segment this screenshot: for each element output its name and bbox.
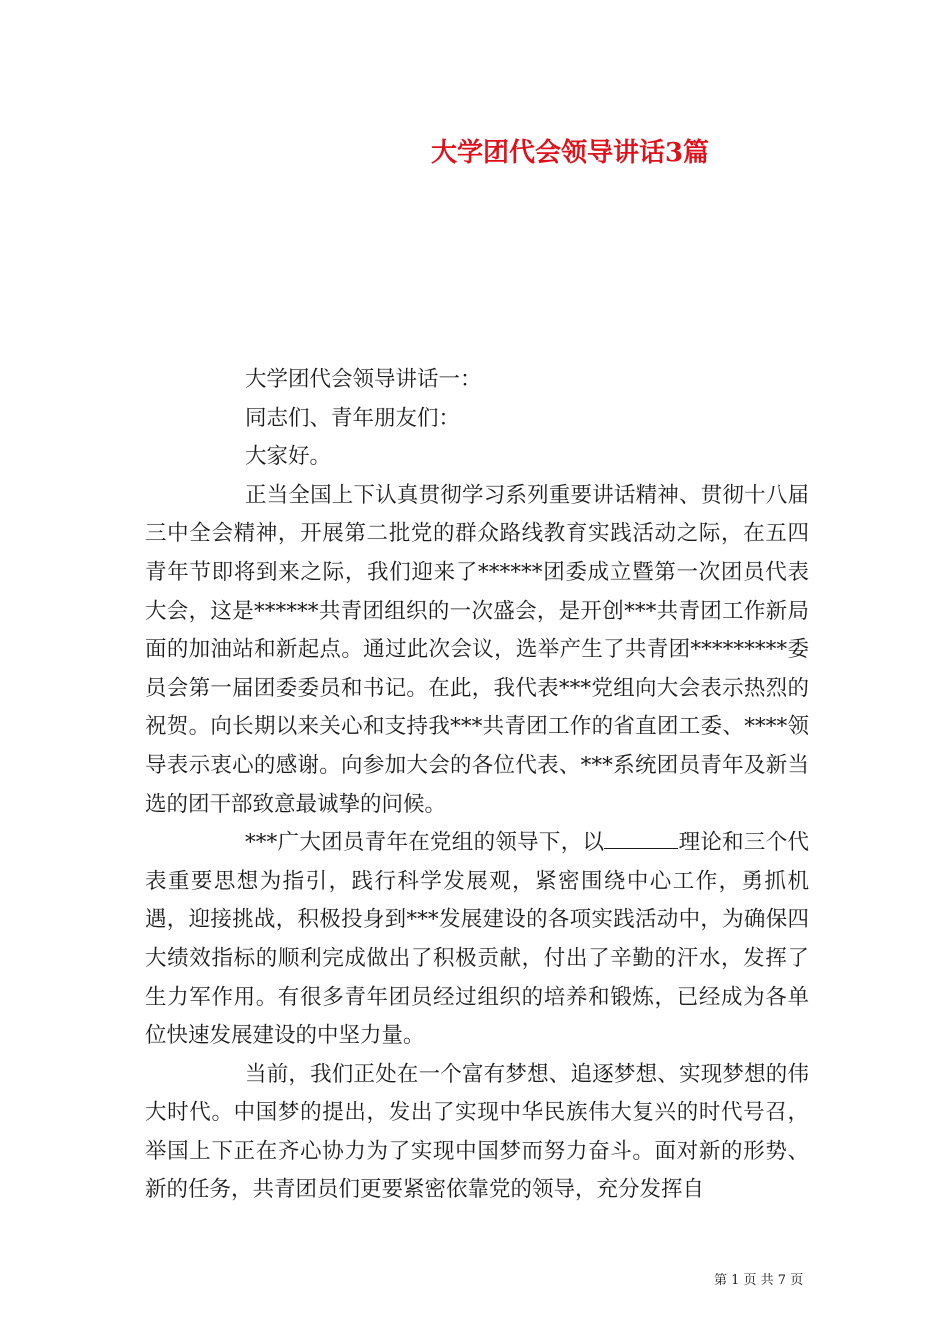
paragraph-greeting: 大家好。: [245, 444, 332, 470]
page-footer: 第 1 页 共 7 页: [714, 1273, 804, 1288]
paragraph-achievements-rest: 理论和三个代表重要思想为指引，践行科学发展观，紧密围绕中心工作，勇抓机遇，迎接挑战，积极投身到***发展建设的各项实践活动中，为确保四大绩效指标的顺利完成做出了积极贡献，付出了辛勤的汗水，发挥了生力军作用。有很多青年团员经过组织的培养和锻炼，已经成为各单位快速发展建设的中坚力量。: [145, 830, 809, 1049]
paragraph-opening: 正当全国上下认真贯彻学习系列重要讲话精神、贯彻十八届三中全会精神，开展第二批党的群众路线教育实践活动之际，在五四青年节即将到来之际，我们迎来了******团委成立暨第一次团员代表大会，这是******共青团组织的一次盛会，是开创***共青团工作新局面的加油站和新起点。通过此次会议，选举产生了共青团*********委员会第一届团委委员和书记。在此，我代表***党组向大会表示热烈的祝贺。向长期以来关心和支持我***共青团工作的省直团工委、****领导表示衷心的感谢。向参加大会的各位代表、***系统团员青年及新当选的团干部致意最诚挚的问候。: [145, 482, 809, 817]
paragraph-achievements-start: ***广大团员青年在党组的领导下，以: [245, 830, 605, 856]
document-body: [145, 361, 809, 1210]
paragraph-salutation: 同志们、青年朋友们：: [245, 405, 461, 431]
document-title: 大学团代会领导讲话3篇: [430, 138, 710, 168]
paragraph-era: 当前，我们正处在一个富有梦想、追逐梦想、实现梦想的伟大时代。中国梦的提出，发出了实现中华民族伟大复兴的时代号召，举国上下正在齐心协力为了实现中国梦而努力奋斗。面对新的形势、新的任务，共青团员们更要紧密依靠党的领导，充分发挥自: [145, 1061, 809, 1203]
fill-in-blank: [604, 830, 678, 849]
paragraph-heading: 大学团代会领导讲话一：: [245, 367, 482, 392]
paragraph-achievements: [145, 824, 809, 1056]
